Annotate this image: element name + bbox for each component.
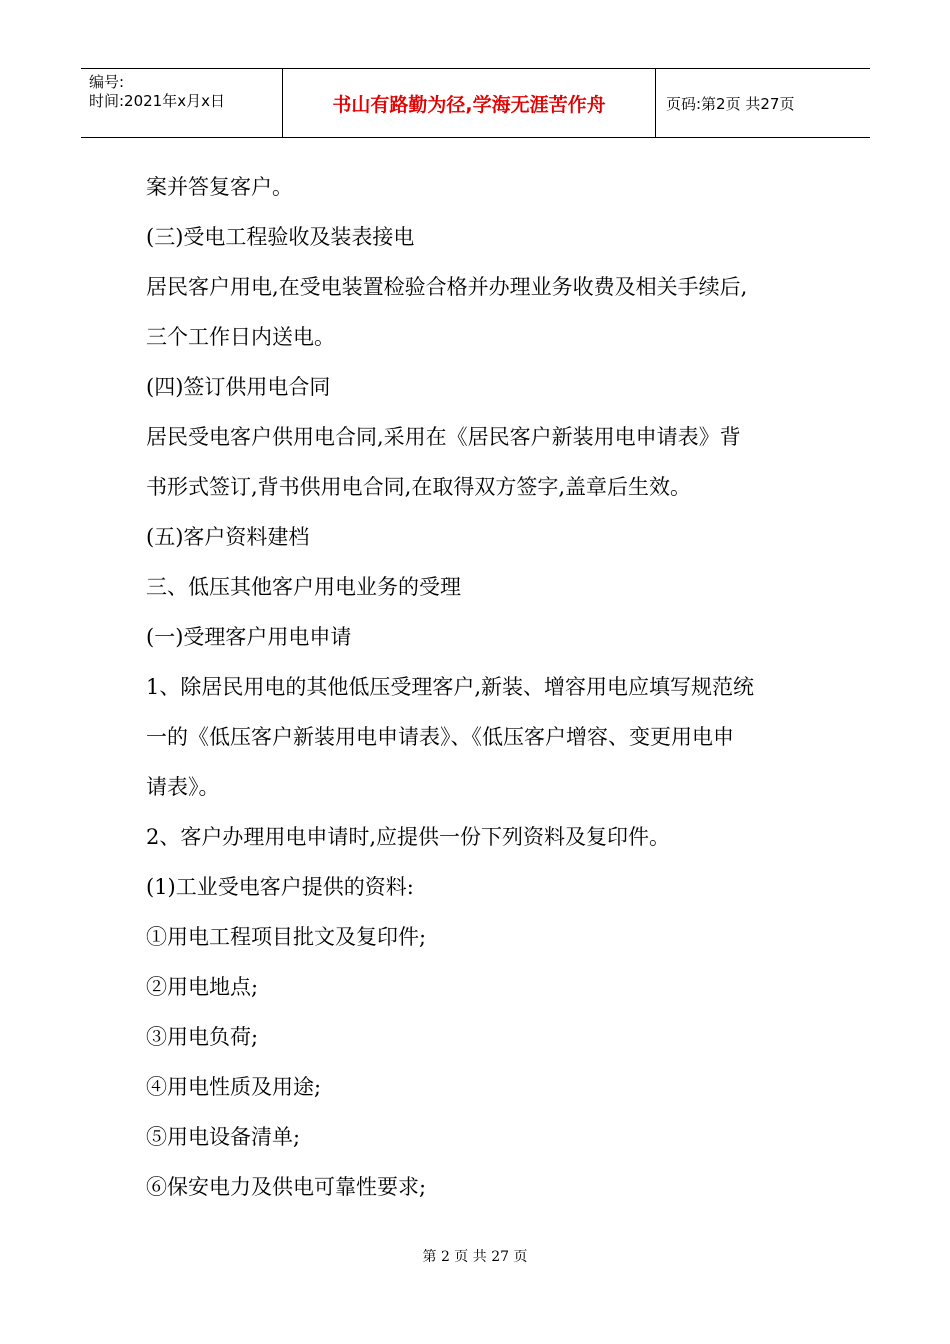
body-line: 书形式签订,背书供用电合同,在取得双方签字,盖章后生效。 — [146, 475, 692, 499]
header-page-info: 页码:第2页 共27页 — [666, 94, 795, 113]
list-item: ②用电地点; — [146, 975, 259, 999]
list-item: ⑤用电设备清单; — [146, 1125, 301, 1149]
body-line: 案并答复客户。 — [146, 175, 293, 199]
body-line: 三个工作日内送电。 — [146, 325, 335, 349]
body-line: 1、除居民用电的其他低压受理客户,新装、增容用电应填写规范统 — [146, 675, 755, 699]
document-time: 时间:2021年x月x日 — [89, 92, 225, 110]
section-heading: (一)受理客户用电申请 — [146, 625, 352, 649]
section-heading: (四)签订供用电合同 — [146, 375, 331, 399]
list-item: ③用电负荷; — [146, 1025, 259, 1049]
header-motto: 书山有路勤为径,学海无涯苦作舟 — [283, 69, 656, 137]
section-heading: (三)受电工程验收及装表接电 — [146, 225, 415, 249]
body-line: 居民受电客户供用电合同,采用在《居民客户新装用电申请表》背 — [146, 425, 741, 449]
list-item: ⑥保安电力及供电可靠性要求; — [146, 1175, 427, 1199]
body-line: 一的《低压客户新装用电申请表》、《低压客户增容、变更用电申 — [146, 725, 734, 749]
list-item: ①用电工程项目批文及复印件; — [146, 925, 427, 949]
body-line: 居民客户用电,在受电装置检验合格并办理业务收费及相关手续后, — [146, 275, 748, 299]
page-footer: 第 2 页 共 27 页 — [422, 1249, 528, 1265]
header-meta — [81, 69, 283, 137]
document-number-label: 编号: — [89, 73, 125, 91]
section-heading: (五)客户资料建档 — [146, 525, 310, 549]
chapter-heading: 三、低压其他客户用电业务的受理 — [146, 575, 461, 599]
subsection-heading: (1)工业受电客户提供的资料: — [146, 875, 414, 899]
page-header — [81, 68, 870, 138]
list-item: ④用电性质及用途; — [146, 1075, 322, 1099]
document-body — [146, 162, 816, 1212]
body-line: 2、客户办理用电申请时,应提供一份下列资料及复印件。 — [146, 825, 671, 849]
body-line: 请表》。 — [146, 775, 220, 799]
